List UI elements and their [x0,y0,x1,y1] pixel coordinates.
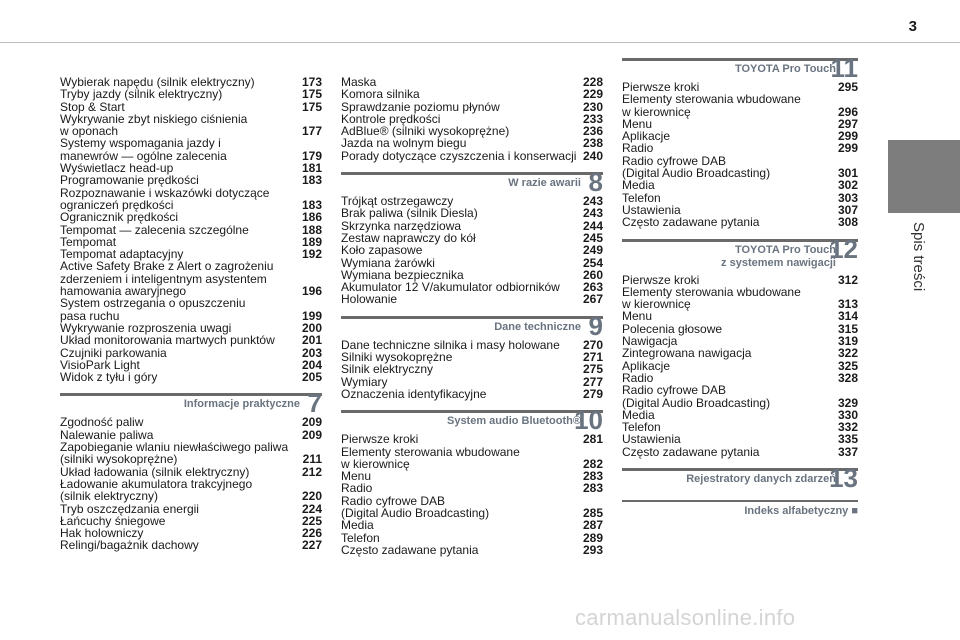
toc-entry-title: Łańcuchy śniegowe [60,513,166,528]
toc-entry-page: 332 [837,420,858,435]
toc-entry-title: Wymiary [341,374,388,389]
toc-entry-title: VisioPark Light [60,357,140,372]
toc-entry-title: Media [622,407,655,422]
toc-entry-title: Menu [622,309,653,324]
watermark: carmanualsonline.info [575,605,796,630]
toc-entry-title: Wybierak napędu (silnik elektryczny) [60,75,255,89]
toc-entry-title: Telefon [622,420,661,435]
toc-entry-title: Komora silnika [341,87,420,102]
toc-entry[interactable] [341,207,603,219]
toc-entry-page: 271 [582,350,603,365]
toc-entry-page: 192 [301,247,322,262]
section-title: Rejestratory danych zdarzeń [686,473,836,486]
toc-entry[interactable] [341,433,603,445]
toc-entry-page: 243 [582,194,603,209]
toc-entry-page: 295 [837,80,858,94]
toc-entry-title: Aplikacje [622,129,671,144]
toc-entry[interactable] [60,503,322,515]
toc-entry-title: Radio cyfrowe DAB (Digital Audio Broadcasting) [622,153,771,181]
toc-entry-page: 209 [301,427,322,442]
section-rule [622,58,858,61]
toc-entry[interactable] [60,137,322,162]
toc-column-1 [60,76,322,552]
toc-entry-title: Pierwsze kroki [622,272,700,287]
toc-entry-page: 226 [301,526,322,541]
toc-entry[interactable] [341,388,603,400]
toc-entry-title: Tempomat [60,234,117,249]
toc-entry[interactable] [341,137,603,149]
toc-entry-page: 275 [582,362,603,377]
toc-entry-page: 314 [837,309,858,324]
toc-entry-title: Media [341,518,374,533]
toc-entry-page: 224 [301,501,322,516]
toc-entry-title: Programowanie prędkości [60,173,199,188]
section-rule [622,500,858,502]
toc-entry-page: 199 [301,308,322,323]
toc-entry-page: 230 [582,99,603,114]
toc-entry-page: 279 [582,386,603,401]
toc-entry-title: Akumulator 12 V/akumulator odbiorników [341,280,560,295]
toc-entry-title: Układ ładowania (silnik elektryczny) [60,464,250,479]
toc-entry-title: Często zadawane pytania [622,215,760,230]
toc-entry-page: 296 [837,104,858,119]
toc-entry-title: System ostrzegania o opuszczeniu pasa ruchu [60,296,246,323]
toc-entry-title: Systemy wspomagania jazdy i manewrów — ogólne zalecenia [60,136,227,163]
toc-entry-title: Często zadawane pytania [622,444,760,459]
toc-entry-page: 196 [301,284,322,299]
toc-entry-title: Zapobieganie wlaniu niewłaściwego paliwa (silniki wysokoprężne) [60,440,289,467]
toc-entry-title: Menu [341,469,372,484]
toc-entry[interactable] [622,216,858,228]
toc-entry-page: 267 [582,292,603,307]
toc-entry[interactable] [622,384,858,409]
section-rule [341,410,603,413]
toc-entry-page: 179 [301,148,322,163]
toc-entry-page: 337 [837,444,858,459]
toc-entry-page: 307 [837,202,858,217]
toc-entry-page: 243 [582,206,603,221]
toc-entry-page: 203 [301,345,322,360]
toc-entry-page: 205 [301,370,322,385]
toc-entry[interactable] [60,416,322,428]
toc-entry-page: 249 [582,243,603,258]
section-title: Dane techniczne [494,320,581,333]
toc-entry-page: 293 [582,542,603,557]
toc-entry[interactable] [60,224,322,236]
toc-entry[interactable] [622,93,858,118]
section-heading[interactable] [622,463,858,494]
toc-entry[interactable] [622,433,858,445]
toc-entry-title: Trójkąt ostrzegawczy [341,194,454,209]
toc-entry-page: 186 [301,210,322,225]
toc-entry-page: 173 [301,75,322,89]
toc-entry-title: Jazda na wolnym biegu [341,136,467,151]
toc-entry[interactable] [60,113,322,138]
section-heading[interactable] [622,500,858,522]
toc-entry[interactable] [341,470,603,482]
toc-entry-page: 228 [582,75,603,89]
toc-entry-title: Ustawienia [622,202,681,217]
toc-entry-page: 325 [837,358,858,373]
toc-entry-title: Elementy sterowania wbudowane w kierownicę [622,284,801,312]
toc-entry-page: 263 [582,280,603,295]
toc-entry-title: Radio [622,141,654,156]
section-heading[interactable] [622,233,858,273]
toc-entry-page: 283 [582,481,603,496]
toc-entry-page: 301 [837,166,858,181]
toc-entry-title: Tryb oszczędzania energii [60,501,199,516]
toc-entry-title: Media [622,178,655,193]
toc-entry[interactable] [341,257,603,269]
section-number: 9 [588,310,603,341]
toc-entry-page: 212 [301,464,322,479]
section-title: TOYOTA Pro Touch z systemem nawigacji [721,243,836,269]
toc-entry-title: Widok z tyłu i góry [60,370,158,385]
toc-entry-page: 189 [301,234,322,249]
toc-entry-page: 211 [302,452,322,467]
toc-entry[interactable] [341,244,603,256]
section-heading[interactable] [341,167,603,198]
section-number: 8 [588,167,603,198]
side-label [880,222,960,322]
toc-entry-title: Sprawdzanie poziomu płynów [341,99,500,114]
toc-entry[interactable] [622,142,858,154]
section-rule [341,172,603,175]
toc-entry[interactable] [622,446,858,458]
toc-entry[interactable] [341,293,603,305]
toc-entry-title: Porady dotyczące czyszczenia i konserwacji [341,148,577,163]
toc-entry[interactable] [60,334,322,346]
section-rule [60,393,322,396]
section-heading[interactable] [341,310,603,341]
section-title: W razie awarii [508,177,581,190]
toc-entry-page: 204 [301,357,322,372]
toc-entry-page: 330 [837,407,858,422]
toc-entry-page: 227 [301,538,322,553]
toc-entry-page: 335 [837,432,858,447]
toc-entry-page: 233 [582,111,603,126]
toc-entry[interactable] [341,88,603,100]
toc-entry-title: Hak holowniczy [60,526,144,541]
toc-entry-page: 299 [837,141,858,156]
toc-entry-title: Elementy sterowania wbudowane w kierownicę [622,92,801,119]
toc-entry-page: 244 [582,218,603,233]
toc-entry-page: 282 [582,456,603,471]
toc-entry-title: Tryby jazdy (silnik elektryczny) [60,87,223,102]
toc-entry-page: 254 [582,255,603,270]
toc-entry[interactable] [341,544,603,556]
toc-entry[interactable] [341,482,603,494]
toc-entry-page: 297 [837,116,858,131]
toc-entry[interactable] [60,539,322,551]
toc-entry-title: Radio cyfrowe DAB (Digital Audio Broadcasting) [622,383,771,410]
toc-entry-page: 220 [301,489,322,504]
section-number: 7 [307,388,322,419]
toc-entry[interactable] [622,347,858,359]
toc-entry[interactable] [622,179,858,191]
toc-entry[interactable] [60,441,322,466]
toc-entry-title: Często zadawane pytania [341,542,479,557]
toc-entry-page: 312 [837,272,858,287]
toc-entry-title: Układ monitorowania martwych punktów [60,333,275,348]
toc-entry-title: Wyświetlacz head-up [60,161,174,176]
toc-entry-page: 329 [837,395,858,410]
toc-entry-title: Wykrywanie rozproszenia uwagi [60,320,232,335]
toc-entry-page: 283 [582,469,603,484]
toc-entry-page: 238 [582,136,603,151]
toc-entry-page: 289 [582,530,603,545]
toc-entry-page: 236 [582,124,603,139]
toc-entry-title: Koło zapasowe [341,243,423,258]
toc-entry-page: 225 [301,513,322,528]
section-rule [341,316,603,319]
side-label-text: Spis treści [910,222,927,292]
toc-entry-title: Silniki wysokoprężne [341,350,453,365]
header-divider [0,42,960,43]
toc-entry-page: 299 [837,129,858,144]
toc-entry-title: Relingi/bagażnik dachowy [60,538,199,553]
toc-entry-page: 281 [582,432,603,447]
toc-entry-page: 181 [301,161,322,176]
toc-entry[interactable] [341,446,603,471]
toc-entry[interactable] [622,155,858,180]
toc-entry-page: 229 [582,87,603,102]
section-number: 10 [574,405,603,436]
section-title: System audio Bluetooth® [446,415,581,428]
toc-entry[interactable] [60,211,322,223]
toc-entry-title: Zintegrowana nawigacja [622,346,752,361]
toc-entry-title: Stop & Start [60,99,125,114]
toc-entry-page: 177 [301,124,322,139]
toc-entry-title: Telefon [341,530,380,545]
toc-entry[interactable] [60,88,322,100]
section-title: TOYOTA Pro Touch [734,63,836,75]
toc-column-3 [622,53,858,523]
toc-entry-title: Zgodność paliw [60,415,144,430]
toc-entry[interactable] [60,297,322,322]
toc-entry-title: Tempomat — zalecenia szczególne [60,222,249,237]
toc-entry-page: 175 [301,99,322,114]
toc-entry-page: 322 [837,346,858,361]
toc-entry-page: 302 [837,178,858,193]
toc-entry-title: Elementy sterowania wbudowane w kierownicę [341,444,520,471]
toc-entry-title: Wymiana żarówki [341,255,435,270]
toc-entry-page: 303 [837,190,858,205]
toc-entry-title: Kontrole prędkości [341,111,441,126]
toc-entry-title: Zestaw naprawczy do kół [341,230,476,245]
section-heading[interactable] [60,388,322,419]
side-tab [888,140,960,213]
toc-entry-title: Nawigacja [622,334,678,349]
toc-entry-page: 315 [837,321,858,336]
toc-entry-title: Skrzynka narzędziowa [341,218,462,233]
toc-entry[interactable] [341,150,603,162]
toc-entry-page: 308 [837,215,858,230]
toc-entry-title: Dane techniczne silnika i masy holowane [341,337,560,352]
section-number: 12 [829,233,858,264]
section-title: Informacje praktyczne [183,398,300,411]
toc-entry-page: 201 [301,333,322,348]
toc-entry-page: 277 [582,374,603,389]
toc-entry[interactable] [622,310,858,322]
toc-entry-page: 287 [582,518,603,533]
toc-entry-title: Rozpoznawanie i wskazówki dotyczące ograniczeń prędkości [60,185,270,212]
toc-entry-page: 200 [301,320,322,335]
toc-entry-page: 183 [301,197,322,212]
toc-entry-page: 313 [837,297,858,312]
toc-entry-title: Wykrywanie zbyt niskiego ciśnienia w oponach [60,111,248,139]
toc-entry[interactable] [341,363,603,375]
toc-entry[interactable] [60,347,322,359]
toc-entry-title: Radio [341,481,373,496]
toc-entry[interactable] [622,286,858,311]
toc-entry-title: Ustawienia [622,432,681,447]
toc-entry[interactable] [60,174,322,186]
toc-entry[interactable] [622,130,858,142]
toc-entry[interactable] [60,187,322,212]
toc-entry-title: Radio cyfrowe DAB (Digital Audio Broadcasting) [341,493,490,521]
toc-entry-page: 285 [582,506,603,521]
toc-entry-title: Ogranicznik prędkości [60,210,179,225]
toc-entry-page: 175 [301,87,322,102]
toc-entry-title: Holowanie [341,292,398,307]
toc-entry-title: Active Safety Brake z Alert o zagrożeniu zderzeniem i inteligentnym asystentem hamowania awaryjnego [60,259,274,299]
toc-entry-page: 260 [582,267,603,282]
toc-entry-title: Polecenia głosowe [622,321,723,336]
toc-entry-title: Tempomat adaptacyjny [60,247,184,262]
toc-entry-title: Pierwsze kroki [622,80,700,94]
toc-entry-title: Pierwsze kroki [341,432,419,447]
toc-entry-page: 245 [582,230,603,245]
toc-entry[interactable] [60,260,322,297]
toc-entry-title: Czujniki parkowania [60,345,167,360]
toc-entry[interactable] [341,519,603,531]
toc-column-2 [341,76,603,556]
section-rule [622,468,858,471]
toc-entry-title: Aplikacje [622,358,671,373]
section-heading[interactable] [622,53,858,83]
toc-entry-title: Wymiana bezpiecznika [341,267,464,282]
section-number: 13 [829,463,858,494]
section-heading[interactable] [341,405,603,436]
toc-entry-title: Radio [622,370,654,385]
toc-entry-page: 183 [301,173,322,188]
toc-entry[interactable] [622,274,858,286]
toc-entry-page: 209 [301,415,322,430]
toc-entry-title: Brak paliwa (silnik Diesla) [341,206,478,221]
toc-entry-title: Maska [341,75,377,89]
section-number: 11 [830,53,858,83]
toc-entry[interactable] [341,495,603,520]
toc-entry[interactable] [622,360,858,372]
toc-entry[interactable] [60,371,322,383]
toc-entry-page: 328 [837,370,858,385]
page-number: 3 [908,18,917,35]
toc-entry-page: 319 [837,334,858,349]
toc-entry-title: Ładowanie akumulatora trakcyjnego (silnik elektryczny) [60,476,253,504]
toc-entry-page: 188 [301,222,322,237]
toc-entry-title: Telefon [622,190,661,205]
toc-entry-title: Oznaczenia identyfikacyjne [341,386,487,401]
toc-entry-title: Nalewanie paliwa [60,427,154,442]
toc-entry-title: Menu [622,116,653,131]
toc-entry-page: 240 [582,148,603,163]
toc-entry-page: 270 [582,337,603,352]
toc-entry[interactable] [60,478,322,503]
section-title: Indeks alfabetyczny ■ [744,505,858,518]
section-rule [622,239,858,242]
toc-entry-title: Silnik elektryczny [341,362,434,377]
toc-entry-title: AdBlue® (silniki wysokoprężne) [341,124,510,139]
